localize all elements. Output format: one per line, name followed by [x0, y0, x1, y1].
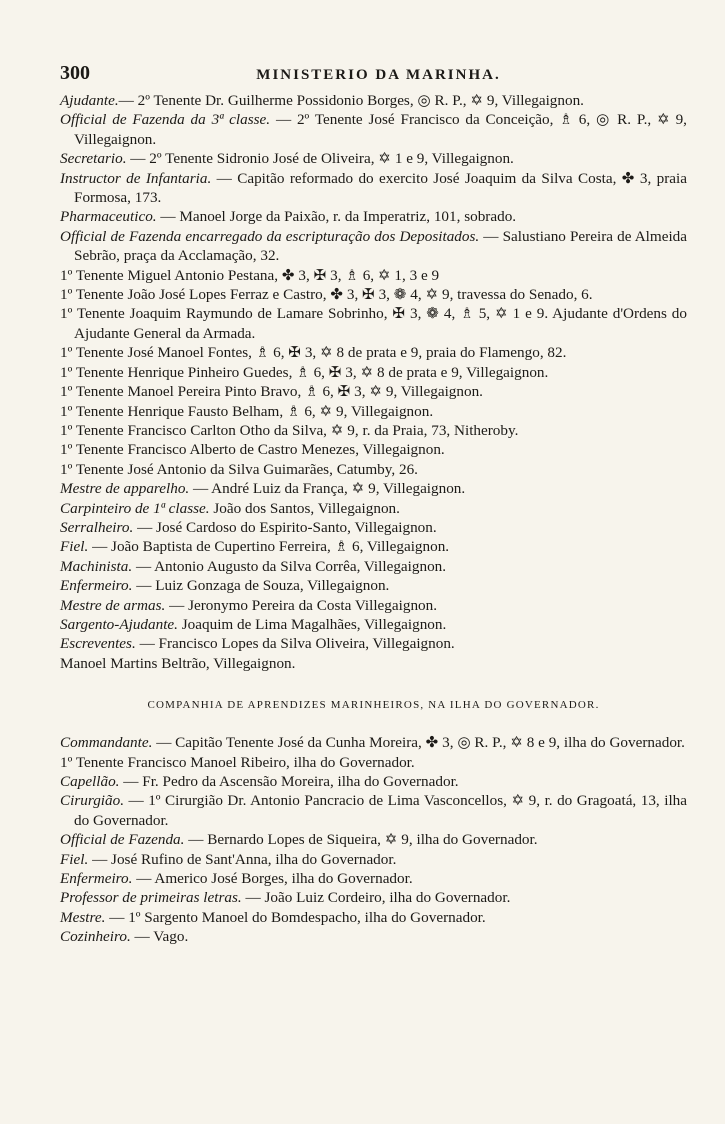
entry — [60, 869, 687, 888]
entry — [60, 634, 687, 653]
entry — [60, 91, 687, 110]
entry-role: Fiel. — [60, 850, 89, 868]
entry-role: Commandante. — [60, 734, 153, 752]
entry-role: Enfermeiro. — [60, 870, 133, 888]
entry — [60, 363, 687, 382]
entry — [60, 479, 687, 498]
entry-text: — Capitão Tenente José da Cunha Moreira, ✤ 3, ◎ R. P., ✡ 8 e 9, ilha do Governador. — [152, 734, 685, 752]
entry-text: 1º Tenente João José Lopes Ferraz e Castro, ✤ 3, ✠ 3, ❁ 4, ✡ 9, travessa do Senado, 6. — [60, 286, 593, 304]
entry-role: Fiel. — [60, 538, 89, 556]
entry — [60, 791, 687, 830]
entry — [60, 402, 687, 421]
entry — [60, 421, 687, 440]
entry-text: 1º Tenente Henrique Fausto Belham, ♗ 6, ✡ 9, Villegaignon. — [60, 402, 434, 420]
entry — [60, 927, 687, 946]
page-header — [60, 62, 687, 85]
entry-role: Cozinheiro. — [60, 928, 131, 946]
entry-list — [60, 91, 687, 673]
entry-text: — Vago. — [130, 928, 189, 946]
entry-role: Sargento-Ajudante. — [60, 615, 178, 633]
entry-text: — Bernardo Lopes de Siqueira, ✡ 9, ilha do Governador. — [184, 831, 538, 849]
entry — [60, 576, 687, 595]
entry — [60, 304, 687, 343]
entry — [60, 382, 687, 401]
entry — [60, 285, 687, 304]
entry-role: Machinista. — [60, 557, 133, 575]
entry-role: Pharmaceutico. — [60, 208, 157, 226]
entry-text: João dos Santos, Villegaignon. — [209, 499, 400, 517]
entry-role: Enfermeiro. — [60, 577, 133, 595]
entry — [60, 440, 687, 459]
page-number: 300 — [60, 62, 90, 84]
entry — [60, 110, 687, 149]
entry — [60, 772, 687, 791]
entry-text: — Jeronymo Pereira da Costa Villegaignon. — [165, 596, 438, 614]
entry-text: 1º Tenente Miguel Antonio Pestana, ✤ 3, ✠ 3, ♗ 6, ✡ 1, 3 e 9 — [60, 266, 440, 284]
running-head: MINISTERIO DA MARINHA. — [256, 67, 501, 83]
entry — [60, 499, 687, 518]
entry-role: Mestre de armas. — [60, 596, 166, 614]
entry — [60, 908, 687, 927]
entry-role: Carpinteiro de 1ª classe. — [60, 499, 210, 517]
entry-text: — 1º Sargento Manoel do Bomdespacho, ilha do Governador. — [105, 908, 486, 926]
entry — [60, 888, 687, 907]
entry — [60, 654, 687, 673]
entry-text: 1º Tenente Francisco Alberto de Castro Menezes, Villegaignon. — [60, 441, 445, 459]
entry-text: — Fr. Pedro da Ascensão Moreira, ilha do Governador. — [119, 773, 459, 790]
entry-role: Capellão. — [60, 773, 120, 790]
entry — [60, 207, 687, 226]
entry-text: — Salustiano Pereira de Almeida Sebrão, praça da Acclamação, 32. — [74, 227, 687, 265]
entry — [60, 850, 687, 869]
entry-role: Official de Fazenda encarregado da escripturação dos Depositados. — [60, 227, 480, 245]
entry — [60, 830, 687, 849]
entry-text: 1º Tenente Joaquim Raymundo de Lamare Sobrinho, ✠ 3, ❁ 4, ♗ 5, ✡ 1 e 9. Ajudante d'Ordens do Ajudante General da Armada. — [60, 305, 687, 342]
entry-role: Mestre de apparelho. — [60, 480, 190, 498]
entry-role: Ajudante. — [60, 92, 119, 109]
entry-role: Cirurgião. — [60, 792, 124, 810]
entry — [60, 615, 687, 634]
entry-role: Secretario. — [60, 150, 127, 168]
entry — [60, 753, 687, 772]
entry-text: 1º Tenente Francisco Manoel Ribeiro, ilha do Governador. — [60, 753, 415, 771]
entry-text: — Americo José Borges, ilha do Governador. — [132, 870, 413, 888]
entry-role: Mestre. — [60, 908, 106, 926]
entry-text: 1º Tenente José Manoel Fontes, ♗ 6, ✠ 3, ✡ 8 de prata e 9, praia do Flamengo, 82. — [60, 344, 567, 362]
entry — [60, 460, 687, 479]
entry — [60, 266, 687, 285]
entry-text: — Francisco Lopes da Silva Oliveira, Villegaignon. — [135, 635, 455, 653]
section-title: COMPANHIA DE APRENDIZES MARINHEIROS, NA ILHA DO GOVERNADOR. — [147, 699, 600, 712]
entry-text: 1º Tenente Manoel Pereira Pinto Bravo, ♗ 6, ✠ 3, ✡ 9, Villegaignon. — [60, 383, 483, 401]
entry-text: — José Cardoso do Espirito-Santo, Villegaignon. — [133, 518, 437, 536]
entry — [60, 537, 687, 556]
entry — [60, 169, 687, 208]
entry-text: — João Baptista de Cupertino Ferreira, ♗ 6, Villegaignon. — [88, 538, 450, 556]
entry-text: — Antonio Augusto da Silva Corrêa, Villegaignon. — [132, 557, 447, 575]
entry — [60, 227, 687, 266]
entry-text: — Capitão reformado do exercito José Joaquim da Silva Costa, ✤ 3, praia Formosa, 173. — [74, 169, 687, 207]
entry-text: — Manoel Jorge da Paixão, r. da Imperatriz, 101, sobrado. — [156, 208, 517, 226]
section-entry-list — [60, 733, 687, 946]
entry-text: — 2º Tenente Dr. Guilherme Possidonio Borges, ◎ R. P., ✡ 9, Villegaignon. — [118, 92, 584, 109]
entry-text: — André Luiz da França, ✡ 9, Villegaignon. — [189, 480, 466, 498]
entry-text: — José Rufino de Sant'Anna, ilha do Governador. — [88, 850, 397, 868]
entry-role: Official de Fazenda. — [60, 831, 185, 849]
entry — [60, 343, 687, 362]
entry-text: 1º Tenente José Antonio da Silva Guimarães, Catumby, 26. — [60, 460, 418, 478]
entry-text: — Luiz Gonzaga de Souza, Villegaignon. — [132, 577, 390, 595]
entry-role: Escreventes. — [60, 635, 136, 653]
entry-text: 1º Tenente Henrique Pinheiro Guedes, ♗ 6, ✠ 3, ✡ 8 de prata e 9, Villegaignon. — [60, 363, 549, 381]
entry-role: Official de Fazenda da 3ª classe. — [60, 111, 271, 129]
entry — [60, 518, 687, 537]
entry-role: Instructor de Infantaria. — [60, 169, 212, 187]
entry — [60, 596, 687, 615]
entry-text: 1º Tenente Francisco Carlton Otho da Silva, ✡ 9, r. da Praia, 73, Nitheroby. — [60, 421, 519, 439]
entry-text: — João Luiz Cordeiro, ilha do Governador. — [241, 889, 511, 907]
entry-text: — 1º Cirurgião Dr. Antonio Pancracio de Lima Vasconcellos, ✡ 9, r. do Gragoatá, 13, ilha do Governador. — [74, 792, 687, 829]
entry-role: Serralheiro. — [60, 518, 134, 536]
entry-role: Professor de primeiras letras. — [60, 889, 242, 907]
entry — [60, 149, 687, 168]
entry-text: — 2º Tenente José Francisco da Conceição, ♗ 6, ◎ R. P., ✡ 9, Villegaignon. — [74, 111, 687, 148]
entry — [60, 733, 687, 752]
entry — [60, 557, 687, 576]
entry-text: — 2º Tenente Sidronio José de Oliveira, ✡ 1 e 9, Villegaignon. — [126, 150, 514, 168]
entry-text: Joaquim de Lima Magalhães, Villegaignon. — [177, 615, 447, 633]
entry-text: Manoel Martins Beltrão, Villegaignon. — [60, 654, 296, 672]
